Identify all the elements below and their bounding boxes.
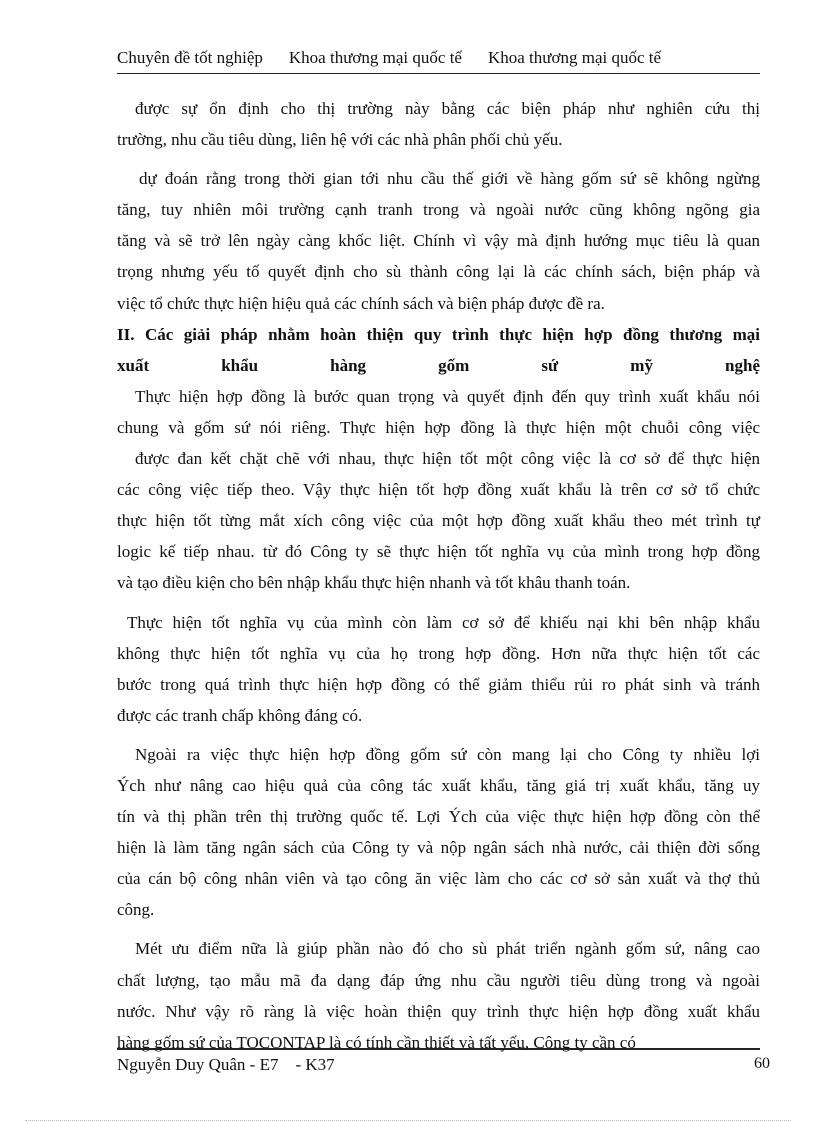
- footer-rule: [117, 1048, 760, 1050]
- body-line: được sự ổn định cho thị trường này bằng các biện pháp như nghiên cứu thị: [135, 99, 760, 118]
- page-number: 60: [754, 1055, 770, 1072]
- body-line: không thực hiện tốt nghĩa vụ của họ trong hợp đồng. Hơn nữa thực hiện tốt các: [117, 643, 760, 663]
- body-line: dự đoán rằng trong thời gian tới nhu cầu thế giới về hàng gốm sứ sẽ không ngừng: [139, 169, 760, 189]
- body-line: chất lượng, tạo mẫu mã đa dạng đáp ứng nhu cầu người tiêu dùng trong và ngoài: [117, 970, 760, 990]
- body-line: được các tranh chấp không đáng có.: [117, 705, 363, 725]
- body-line: tín và thị phần trên thị trường quốc tế. Lợi Ých của việc thực hiện hợp đồng còn thể: [117, 807, 760, 827]
- footer-author: Nguyễn Duy Quân - E7 - K37: [117, 1055, 335, 1074]
- body-line: chung và gốm sứ nói riêng. Thực hiện hợp đồng là thực hiện một chuỗi công việc: [117, 417, 760, 437]
- header-right: Khoa thương mại quốc tế: [487, 48, 662, 67]
- body-line: Thực hiện hợp đồng là bước quan trọng và quyết định đến quy trình xuất khẩu nói: [135, 386, 760, 406]
- body-line: nước. Như vậy rõ ràng là việc hoàn thiện quy trình thực hiện hợp đồng xuất khẩu: [117, 1001, 760, 1021]
- header-rule: [117, 73, 760, 74]
- body-line: tăng và sẽ trở lên ngày càng khốc liệt. Chính vì vậy mà định hướng mục tiêu là quan: [117, 231, 760, 251]
- body-line: trọng nhưng yếu tố quyết định cho sù thành công lại là các chính sách, biện pháp và: [117, 262, 760, 282]
- body-line: Thực hiện tốt nghĩa vụ của mình còn làm cơ sở để khiếu nại khi bên nhập khẩu: [127, 612, 760, 632]
- body-line: Ngoài ra việc thực hiện hợp đồng gốm sứ còn mang lại cho Công ty nhiều lợi: [135, 744, 760, 764]
- body-line: của cán bộ công nhân viên và tạo công ăn việc làm cho các cơ sở sản xuất và thợ thủ: [117, 869, 760, 889]
- body-line: Ých như nâng cao hiệu quả của công tác xuất khẩu, tăng giá trị xuất khẩu, tăng uy: [117, 775, 760, 795]
- body-line: công.: [117, 900, 155, 920]
- body-line: logic kế tiếp nhau. từ đó Công ty sẽ thực hiện tốt nghĩa vụ của mình trong hợp đồng: [117, 542, 760, 562]
- body-line: việc tổ chức thực hiện hiệu quả các chính sách và biện pháp được đề ra.: [117, 293, 605, 313]
- page-body: [117, 93, 760, 1058]
- body-line: tăng, tuy nhiên môi trường cạnh tranh trong và ngoài nước cũng không ngõng gia: [117, 200, 760, 220]
- body-line: hiện là làm tăng ngân sách của Công ty và nộp ngân sách nhà nước, cải thiện đời sống: [117, 838, 760, 858]
- section-heading: II. Các giải pháp nhằm hoàn thiện quy trình thực hiện hợp đồng thương mại: [117, 324, 760, 344]
- page-header: [117, 48, 760, 68]
- body-line: bước trong quá trình thực hiện hợp đồng có thể giảm thiểu rủi ro phát sinh và tránh: [117, 674, 760, 694]
- body-line: các công việc tiếp theo. Vậy thực hiện tốt hợp đồng xuất khẩu là trên cơ sở tổ chức: [117, 480, 760, 500]
- body-line: hàng gốm sứ của TOCONTAP là có tính cần thiết và tất yếu, Công ty cần có: [117, 1032, 636, 1052]
- header-middle: Khoa thương mại quốc tế: [288, 48, 462, 67]
- section-heading: xuất khẩu hàng gốm sứ mỹ nghệ: [117, 355, 760, 375]
- body-line: và tạo điều kiện cho bên nhập khẩu thực hiện nhanh và tốt khâu thanh toán.: [117, 573, 631, 593]
- body-line: được đan kết chặt chẽ với nhau, thực hiện tốt một công việc là cơ sở để thực hiện: [135, 449, 760, 469]
- page-bottom-divider: [25, 1120, 791, 1121]
- body-line: thực hiện tốt từng mắt xích công việc của một hợp đồng xuất khẩu theo mét trình tự: [117, 511, 760, 531]
- header-left: Chuyên đề tốt nghiệp: [117, 48, 263, 67]
- body-line: trường, nhu cầu tiêu dùng, liên hệ với các nhà phân phối chủ yếu.: [117, 130, 563, 150]
- body-line: Mét ưu điểm nữa là giúp phần nào đó cho sù phát triển ngành gốm sứ, nâng cao: [135, 939, 760, 959]
